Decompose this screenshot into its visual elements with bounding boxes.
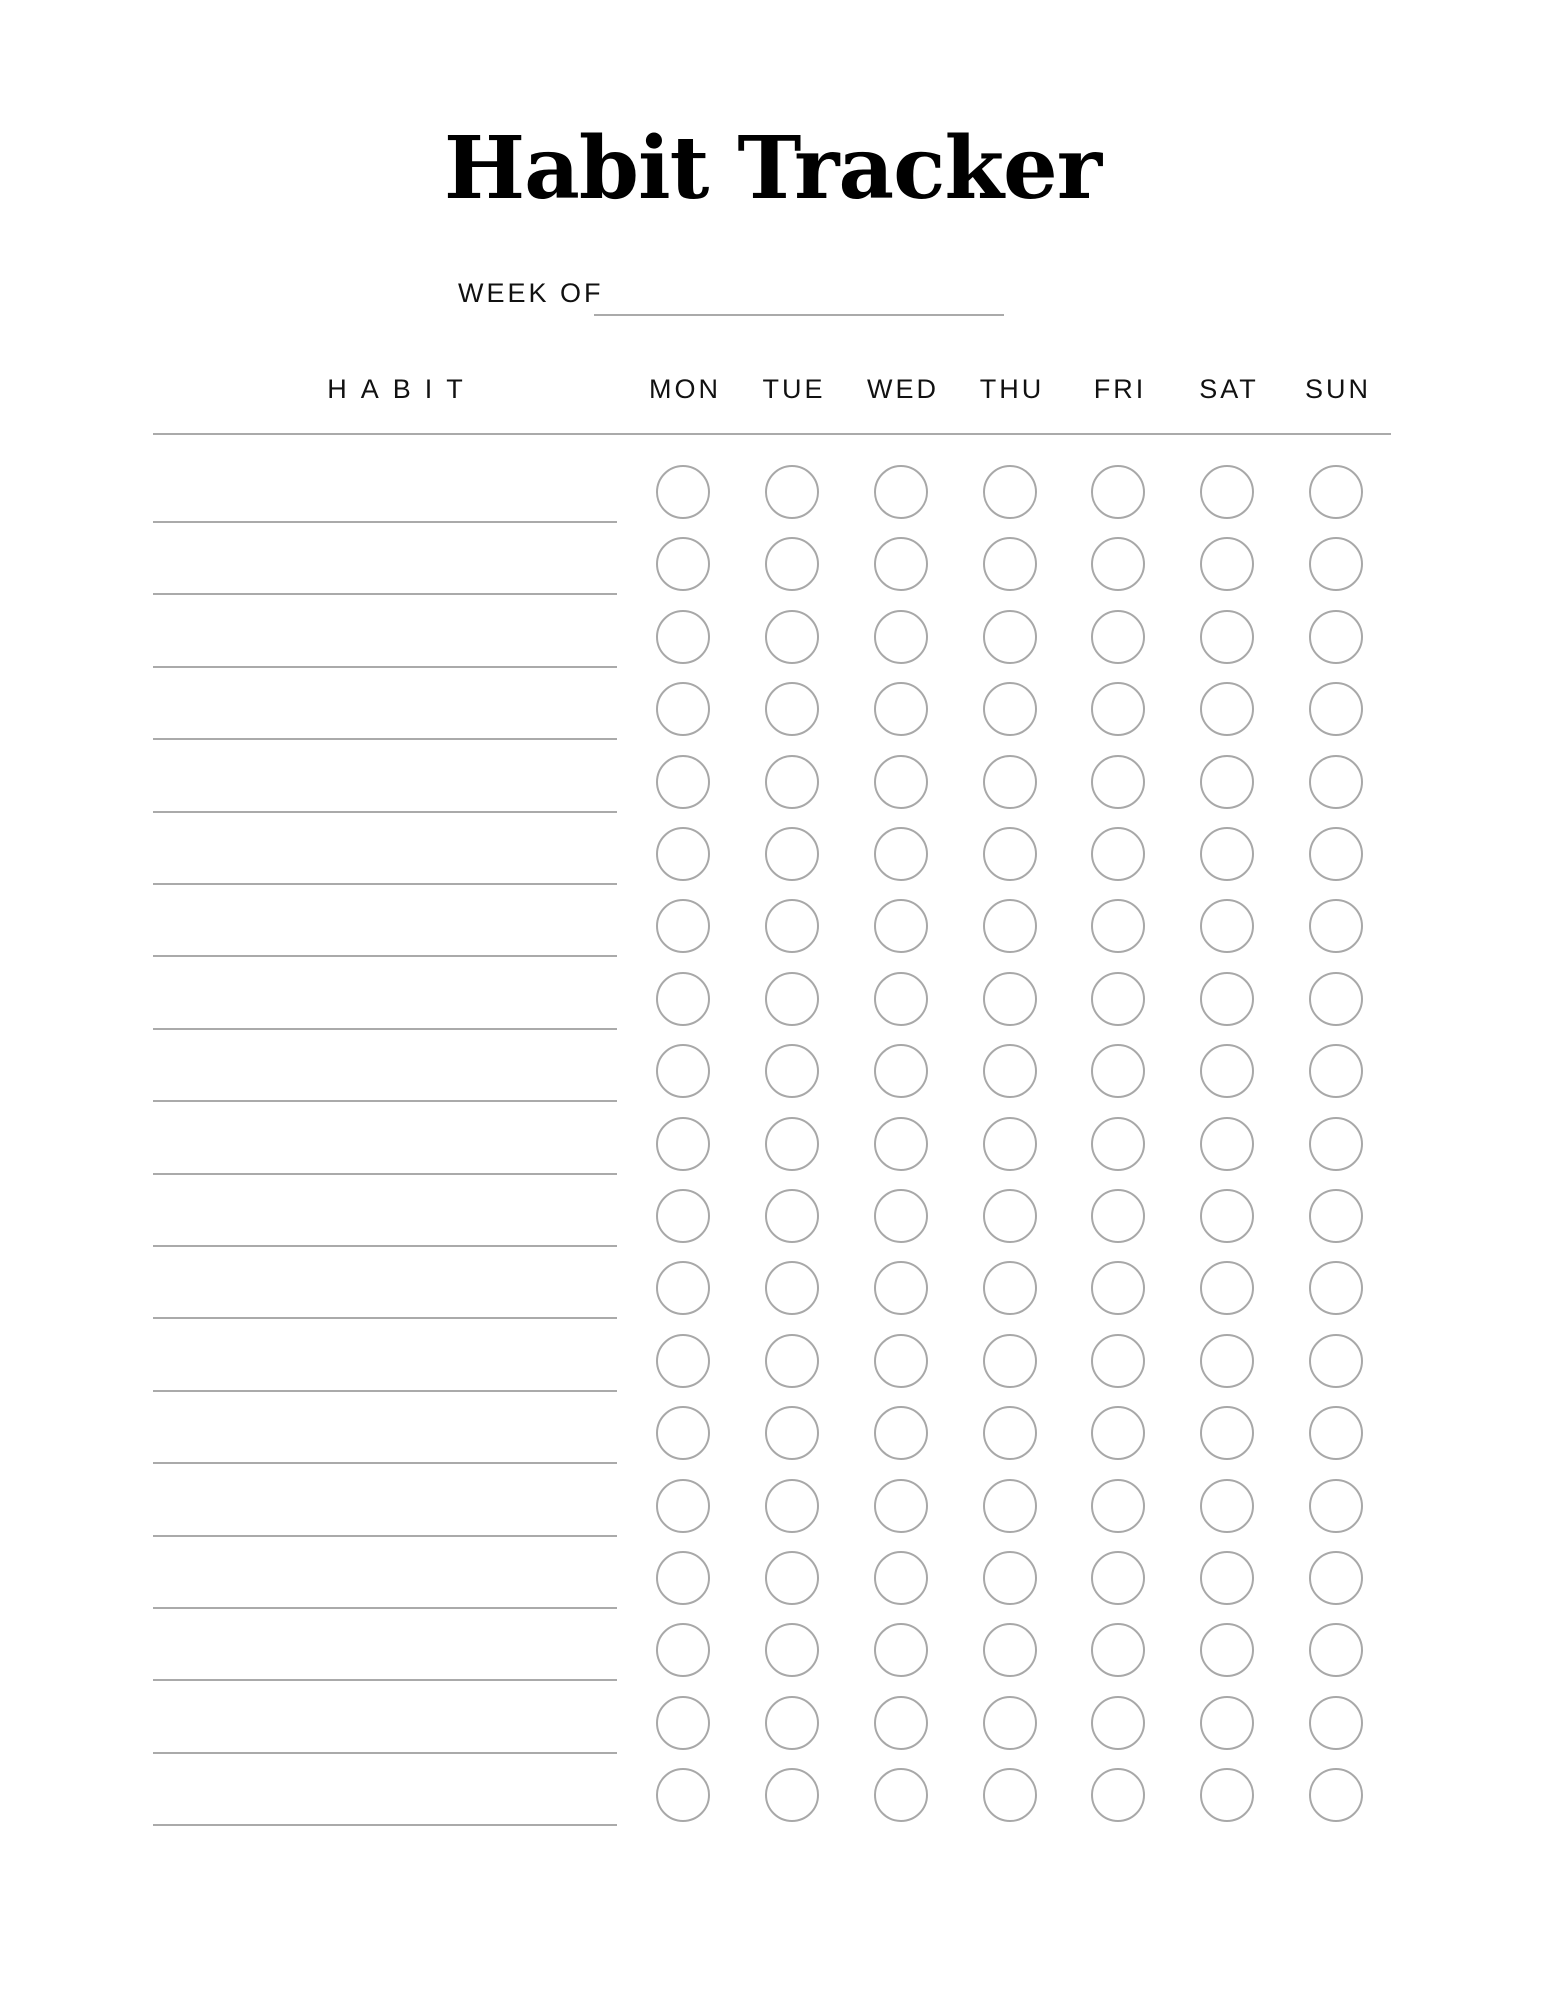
habit-checkbox-wed[interactable] — [874, 537, 928, 591]
habit-checkbox-mon[interactable] — [656, 1261, 710, 1315]
habit-checkbox-wed[interactable] — [874, 1696, 928, 1750]
habit-checkbox-tue[interactable] — [765, 1117, 819, 1171]
habit-checkbox-thu[interactable] — [983, 1696, 1037, 1750]
habit-checkbox-mon[interactable] — [656, 1479, 710, 1533]
habit-checkbox-wed[interactable] — [874, 1551, 928, 1605]
habit-checkbox-mon[interactable] — [656, 899, 710, 953]
page-title: Habit Tracker — [443, 118, 1102, 219]
habit-checkbox-tue[interactable] — [765, 537, 819, 591]
day-header-fri: FRI — [1093, 374, 1147, 404]
habit-checkbox-tue[interactable] — [765, 1406, 819, 1460]
habit-checkbox-wed[interactable] — [874, 1623, 928, 1677]
habit-checkbox-tue[interactable] — [765, 1334, 819, 1388]
habit-checkbox-mon[interactable] — [656, 1768, 710, 1822]
habit-checkbox-wed[interactable] — [874, 610, 928, 664]
habit-checkbox-sat[interactable] — [1200, 972, 1254, 1026]
habit-entry-line[interactable] — [153, 521, 617, 523]
habit-checkbox-thu[interactable] — [983, 682, 1037, 736]
habit-checkbox-wed[interactable] — [874, 682, 928, 736]
habit-entry-line[interactable] — [153, 593, 617, 595]
habit-checkbox-thu[interactable] — [983, 1551, 1037, 1605]
habit-checkbox-sat[interactable] — [1200, 755, 1254, 809]
habit-checkbox-fri[interactable] — [1091, 827, 1145, 881]
habit-checkbox-fri[interactable] — [1091, 755, 1145, 809]
habit-checkbox-mon[interactable] — [656, 537, 710, 591]
habit-checkbox-wed[interactable] — [874, 1044, 928, 1098]
habit-checkbox-sun[interactable] — [1309, 1406, 1363, 1460]
habit-checkbox-sat[interactable] — [1200, 682, 1254, 736]
habit-checkbox-fri[interactable] — [1091, 899, 1145, 953]
habit-checkbox-mon[interactable] — [656, 972, 710, 1026]
habit-checkbox-mon[interactable] — [656, 827, 710, 881]
habit-checkbox-sun[interactable] — [1309, 1261, 1363, 1315]
habit-checkbox-tue[interactable] — [765, 1768, 819, 1822]
habit-checkbox-thu[interactable] — [983, 1623, 1037, 1677]
habit-entry-line[interactable] — [153, 1028, 617, 1030]
habit-entry-line[interactable] — [153, 1752, 617, 1754]
habit-checkbox-fri[interactable] — [1091, 1479, 1145, 1533]
habit-checkbox-tue[interactable] — [765, 972, 819, 1026]
habit-checkbox-wed[interactable] — [874, 465, 928, 519]
habit-checkbox-thu[interactable] — [983, 1261, 1037, 1315]
day-header-sat: SAT — [1199, 374, 1259, 404]
habit-entry-line[interactable] — [153, 811, 617, 813]
habit-checkbox-fri[interactable] — [1091, 1623, 1145, 1677]
habit-checkbox-fri[interactable] — [1091, 465, 1145, 519]
habit-checkbox-thu[interactable] — [983, 755, 1037, 809]
habit-checkbox-mon[interactable] — [656, 1623, 710, 1677]
habit-checkbox-fri[interactable] — [1091, 1189, 1145, 1243]
habit-entry-line[interactable] — [153, 1679, 617, 1681]
habit-checkbox-sun[interactable] — [1309, 755, 1363, 809]
habit-checkbox-sun[interactable] — [1309, 1623, 1363, 1677]
habit-checkbox-wed[interactable] — [874, 1768, 928, 1822]
habit-entry-line[interactable] — [153, 883, 617, 885]
habit-checkbox-sat[interactable] — [1200, 537, 1254, 591]
habit-checkbox-sun[interactable] — [1309, 899, 1363, 953]
habit-checkbox-sat[interactable] — [1200, 610, 1254, 664]
habit-checkbox-thu[interactable] — [983, 537, 1037, 591]
habit-column-header: HABIT — [327, 374, 477, 404]
habit-entry-line[interactable] — [153, 666, 617, 668]
habit-checkbox-thu[interactable] — [983, 1768, 1037, 1822]
habit-checkbox-wed[interactable] — [874, 972, 928, 1026]
habit-checkbox-fri[interactable] — [1091, 1334, 1145, 1388]
habit-checkbox-wed[interactable] — [874, 1479, 928, 1533]
habit-checkbox-sat[interactable] — [1200, 899, 1254, 953]
habit-checkbox-tue[interactable] — [765, 682, 819, 736]
habit-checkbox-thu[interactable] — [983, 1334, 1037, 1388]
habit-checkbox-tue[interactable] — [765, 610, 819, 664]
habit-checkbox-sat[interactable] — [1200, 1623, 1254, 1677]
habit-checkbox-sun[interactable] — [1309, 1189, 1363, 1243]
habit-checkbox-mon[interactable] — [656, 1117, 710, 1171]
habit-checkbox-mon[interactable] — [656, 465, 710, 519]
habit-entry-line[interactable] — [153, 1173, 617, 1175]
habit-checkbox-thu[interactable] — [983, 1117, 1037, 1171]
habit-checkbox-mon[interactable] — [656, 1334, 710, 1388]
habit-checkbox-tue[interactable] — [765, 755, 819, 809]
habit-checkbox-thu[interactable] — [983, 827, 1037, 881]
week-of-field[interactable] — [594, 314, 1004, 316]
habit-checkbox-thu[interactable] — [983, 1189, 1037, 1243]
habit-checkbox-tue[interactable] — [765, 1623, 819, 1677]
habit-entry-line[interactable] — [153, 1245, 617, 1247]
habit-checkbox-fri[interactable] — [1091, 537, 1145, 591]
habit-entry-line[interactable] — [153, 1535, 617, 1537]
habit-checkbox-fri[interactable] — [1091, 1696, 1145, 1750]
habit-checkbox-fri[interactable] — [1091, 1044, 1145, 1098]
habit-checkbox-wed[interactable] — [874, 899, 928, 953]
habit-checkbox-sat[interactable] — [1200, 1696, 1254, 1750]
habit-checkbox-tue[interactable] — [765, 827, 819, 881]
header-divider — [153, 433, 1391, 435]
habit-checkbox-thu[interactable] — [983, 972, 1037, 1026]
habit-checkbox-sat[interactable] — [1200, 1261, 1254, 1315]
habit-checkbox-sat[interactable] — [1200, 1406, 1254, 1460]
habit-checkbox-sat[interactable] — [1200, 1117, 1254, 1171]
habit-checkbox-sun[interactable] — [1309, 610, 1363, 664]
day-header-mon: MON — [649, 374, 721, 404]
habit-checkbox-sun[interactable] — [1309, 827, 1363, 881]
habit-checkbox-fri[interactable] — [1091, 682, 1145, 736]
habit-checkbox-fri[interactable] — [1091, 972, 1145, 1026]
habit-checkbox-fri[interactable] — [1091, 1261, 1145, 1315]
habit-checkbox-wed[interactable] — [874, 1334, 928, 1388]
habit-checkbox-tue[interactable] — [765, 1189, 819, 1243]
habit-checkbox-wed[interactable] — [874, 1117, 928, 1171]
habit-checkbox-mon[interactable] — [656, 1696, 710, 1750]
habit-checkbox-sat[interactable] — [1200, 1479, 1254, 1533]
habit-checkbox-wed[interactable] — [874, 1406, 928, 1460]
habit-checkbox-tue[interactable] — [765, 1551, 819, 1605]
habit-checkbox-thu[interactable] — [983, 899, 1037, 953]
habit-entry-line[interactable] — [153, 1100, 617, 1102]
habit-entry-line[interactable] — [153, 1390, 617, 1392]
habit-checkbox-sat[interactable] — [1200, 1768, 1254, 1822]
habit-entry-line[interactable] — [153, 1462, 617, 1464]
habit-checkbox-thu[interactable] — [983, 610, 1037, 664]
habit-checkbox-sat[interactable] — [1200, 1334, 1254, 1388]
habit-checkbox-thu[interactable] — [983, 1479, 1037, 1533]
habit-checkbox-sat[interactable] — [1200, 465, 1254, 519]
habit-checkbox-sat[interactable] — [1200, 1551, 1254, 1605]
habit-checkbox-tue[interactable] — [765, 465, 819, 519]
habit-checkbox-mon[interactable] — [656, 1406, 710, 1460]
habit-checkbox-fri[interactable] — [1091, 1117, 1145, 1171]
habit-checkbox-thu[interactable] — [983, 465, 1037, 519]
habit-checkbox-tue[interactable] — [765, 1696, 819, 1750]
habit-checkbox-sun[interactable] — [1309, 537, 1363, 591]
habit-checkbox-mon[interactable] — [656, 610, 710, 664]
habit-entry-line[interactable] — [153, 955, 617, 957]
habit-checkbox-wed[interactable] — [874, 1189, 928, 1243]
habit-checkbox-tue[interactable] — [765, 1479, 819, 1533]
habit-checkbox-mon[interactable] — [656, 682, 710, 736]
habit-checkbox-sat[interactable] — [1200, 827, 1254, 881]
week-of-label: WEEK OF — [458, 278, 604, 308]
habit-checkbox-mon[interactable] — [656, 1044, 710, 1098]
habit-checkbox-fri[interactable] — [1091, 1406, 1145, 1460]
day-header-sun: SUN — [1304, 374, 1372, 404]
habit-entry-line[interactable] — [153, 738, 617, 740]
habit-checkbox-wed[interactable] — [874, 755, 928, 809]
habit-checkbox-fri[interactable] — [1091, 1768, 1145, 1822]
habit-checkbox-sun[interactable] — [1309, 1768, 1363, 1822]
habit-checkbox-sat[interactable] — [1200, 1044, 1254, 1098]
habit-checkbox-mon[interactable] — [656, 1189, 710, 1243]
habit-checkbox-sat[interactable] — [1200, 1189, 1254, 1243]
habit-entry-line[interactable] — [153, 1317, 617, 1319]
habit-checkbox-sun[interactable] — [1309, 1479, 1363, 1533]
habit-checkbox-fri[interactable] — [1091, 610, 1145, 664]
habit-checkbox-sun[interactable] — [1309, 1551, 1363, 1605]
habit-checkbox-wed[interactable] — [874, 1261, 928, 1315]
habit-checkbox-sun[interactable] — [1309, 682, 1363, 736]
habit-checkbox-fri[interactable] — [1091, 1551, 1145, 1605]
habit-checkbox-sun[interactable] — [1309, 465, 1363, 519]
habit-checkbox-tue[interactable] — [765, 899, 819, 953]
habit-checkbox-tue[interactable] — [765, 1044, 819, 1098]
habit-checkbox-wed[interactable] — [874, 827, 928, 881]
habit-entry-line[interactable] — [153, 1824, 617, 1826]
habit-checkbox-mon[interactable] — [656, 755, 710, 809]
habit-checkbox-sun[interactable] — [1309, 1696, 1363, 1750]
habit-checkbox-tue[interactable] — [765, 1261, 819, 1315]
habit-entry-line[interactable] — [153, 1607, 617, 1609]
day-header-thu: THU — [979, 374, 1045, 404]
habit-checkbox-sun[interactable] — [1309, 1117, 1363, 1171]
habit-checkbox-thu[interactable] — [983, 1406, 1037, 1460]
habit-checkbox-sun[interactable] — [1309, 1334, 1363, 1388]
habit-checkbox-sun[interactable] — [1309, 972, 1363, 1026]
day-header-tue: TUE — [762, 374, 826, 404]
habit-checkbox-mon[interactable] — [656, 1551, 710, 1605]
day-header-wed: WED — [867, 374, 939, 404]
habit-checkbox-sun[interactable] — [1309, 1044, 1363, 1098]
habit-checkbox-thu[interactable] — [983, 1044, 1037, 1098]
